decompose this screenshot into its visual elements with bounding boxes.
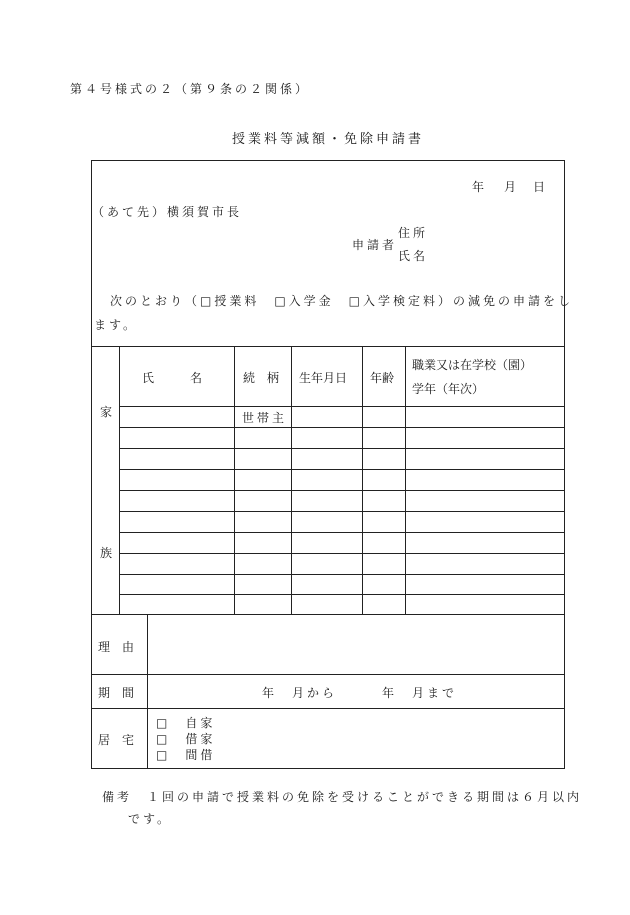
header-divider — [91, 346, 565, 347]
form-number: 第４号様式の２（第９条の２関係） — [70, 82, 311, 96]
residence-label: 居 宅 — [98, 733, 135, 747]
family-row-line — [119, 594, 565, 595]
family-row-line — [119, 490, 565, 491]
period-label: 期 間 — [98, 686, 135, 700]
note-line2: です。 — [128, 812, 173, 826]
date-month: 月 — [504, 180, 517, 194]
residence-rented-room[interactable]: □ 間借 — [156, 748, 216, 762]
header-age: 年齢 — [370, 371, 395, 385]
form-frame — [91, 160, 565, 769]
reason-label: 理 由 — [98, 640, 135, 654]
household-head-cell: 世帯主 — [242, 411, 288, 425]
note-line1: 備考 １回の申請で授業料の免除を受けることができる期間は６月以内 — [102, 790, 583, 804]
period-text: 年 月から 年 月まで — [262, 686, 458, 700]
label-column-divider — [147, 614, 148, 769]
family-header-bottom — [119, 406, 565, 407]
date-day: 日 — [533, 180, 546, 194]
header-birthdate: 生年月日 — [299, 371, 348, 385]
header-occupation: 職業又は在学校（園） — [412, 358, 533, 372]
request-text-line1: 次のとおり（□授業料 □入学金 □入学検定料）の減免の申請をし — [110, 294, 574, 308]
residence-rented-house[interactable]: □ 借家 — [156, 732, 216, 746]
header-relation: 続 柄 — [243, 371, 280, 385]
header-grade: 学年（年次） — [412, 382, 485, 396]
family-row-line — [119, 511, 565, 512]
family-label-top: 家 — [100, 405, 113, 419]
family-label-bottom: 族 — [100, 546, 113, 560]
family-row-line — [119, 448, 565, 449]
family-row-line — [119, 574, 565, 575]
address-label: 住所 — [398, 226, 429, 240]
date-year: 年 — [472, 180, 485, 194]
family-row-line — [119, 469, 565, 470]
document-title: 授業料等減額・免除申請書 — [232, 132, 425, 147]
family-bottom-divider — [91, 614, 565, 615]
addressee: （あて先）横須賀市長 — [92, 205, 243, 219]
period-bottom-divider — [91, 708, 565, 709]
name-label: 氏名 — [398, 249, 429, 263]
family-row-line — [119, 553, 565, 554]
header-name: 氏 名 — [142, 371, 203, 385]
reason-bottom-divider — [91, 674, 565, 675]
applicant-label: 申請者 — [352, 238, 398, 252]
family-row-line — [119, 427, 565, 428]
family-row-line — [119, 532, 565, 533]
request-text-line2: ます。 — [94, 318, 139, 332]
residence-own-house[interactable]: □ 自家 — [156, 716, 216, 730]
